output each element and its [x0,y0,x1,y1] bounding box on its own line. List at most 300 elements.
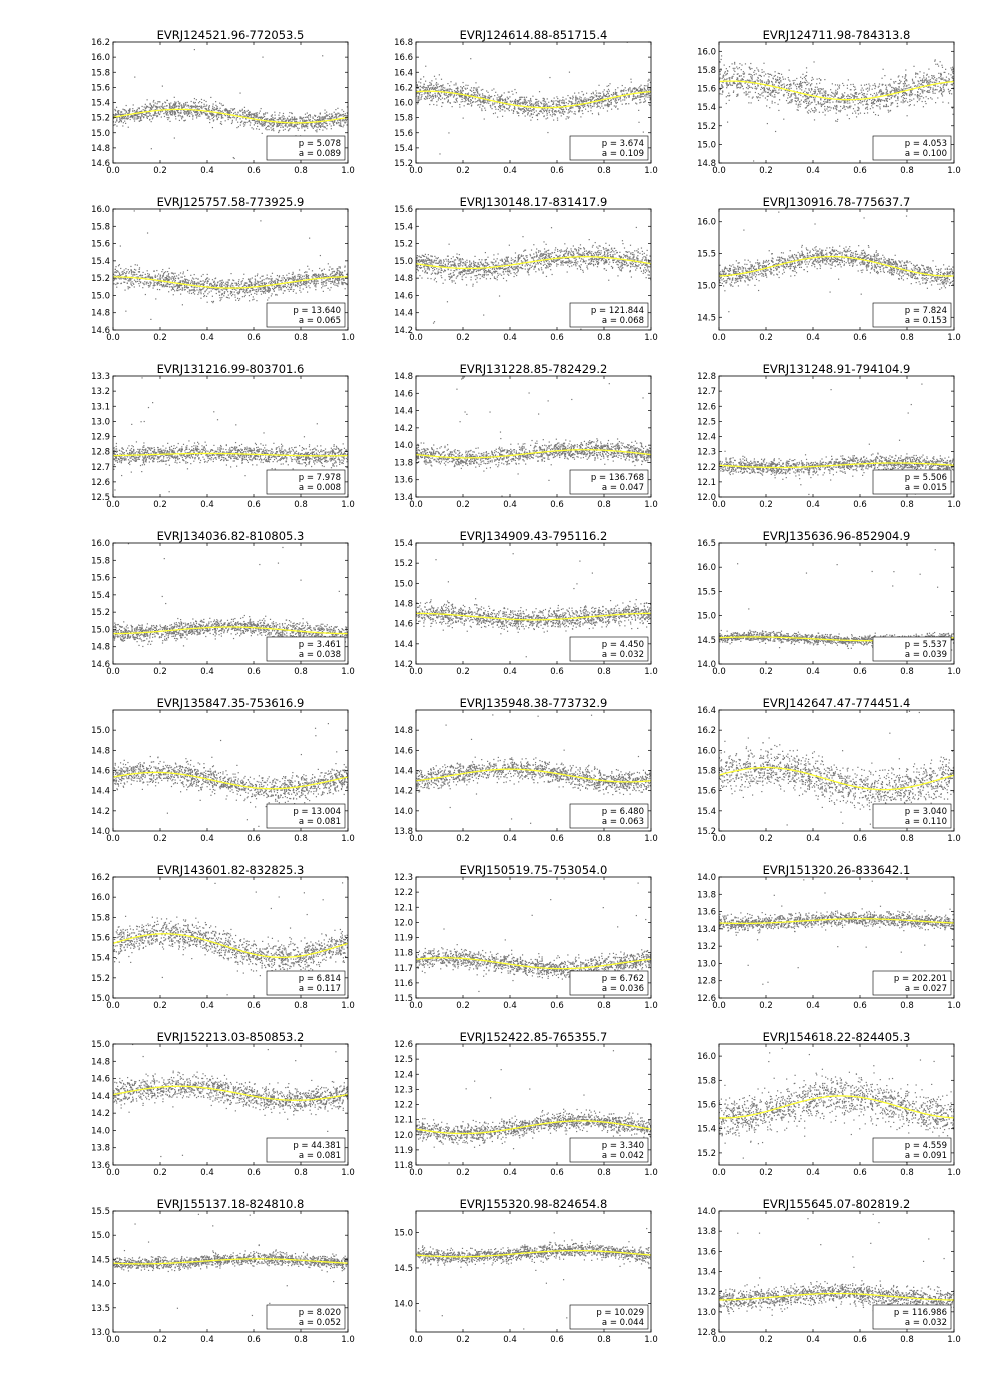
data-point [940,61,941,62]
data-point [488,103,489,104]
data-point [549,112,550,113]
data-point [219,103,220,104]
data-point [271,280,272,281]
data-point [905,76,906,77]
data-point [896,89,897,90]
data-point [278,287,279,288]
data-point [307,128,308,129]
data-point [329,289,330,290]
data-point [148,116,149,117]
data-point [565,98,566,99]
data-point [274,286,275,287]
data-point [750,69,751,70]
data-point [569,112,570,113]
data-point [187,111,188,112]
data-point [847,115,848,116]
data-point [607,103,608,104]
y-tick-label: 16.0 [394,99,413,109]
data-point [481,90,482,91]
data-point [254,113,255,114]
data-point [832,83,833,84]
data-point [827,100,828,101]
data-point [208,117,209,118]
data-point [479,107,480,108]
data-point [147,273,148,274]
data-point [855,112,856,113]
data-point [196,114,197,115]
data-point [627,93,628,94]
data-point [607,92,608,93]
data-point [763,92,764,93]
data-point [937,86,938,87]
data-point [932,91,933,92]
data-point [952,107,953,108]
data-point [897,97,898,98]
data-point [949,79,950,80]
data-point [152,118,153,119]
data-point [480,104,481,105]
data-point [153,285,154,286]
data-point [779,83,780,84]
data-point [598,114,599,115]
data-point [484,108,485,109]
data-point [418,100,419,101]
data-point [422,87,423,88]
data-point [925,101,926,102]
data-point [934,93,935,94]
data-point [459,106,460,107]
data-point [836,106,837,107]
x-tick-label: 0.8 [900,166,914,176]
data-point [515,99,516,100]
data-point [198,112,199,113]
data-point [643,96,644,97]
data-point [905,100,906,101]
data-point [796,104,797,105]
data-point [153,101,154,102]
data-point [479,95,480,96]
data-point [776,92,777,93]
data-point [935,82,936,83]
data-point [303,117,304,118]
data-point [886,92,887,93]
data-point [336,283,337,284]
data-point [292,126,293,127]
data-point [877,105,878,106]
data-point [921,83,922,84]
data-point [297,124,298,125]
data-point [752,75,753,76]
data-point [164,106,165,107]
data-point [479,100,480,101]
data-point [301,118,302,119]
data-point [552,112,553,113]
data-point [748,96,749,97]
data-point [323,123,324,124]
data-point [828,95,829,96]
data-point [911,100,912,101]
data-point [647,85,648,86]
data-point [179,103,180,104]
data-point [529,105,530,106]
data-point [750,91,751,92]
data-point [500,108,501,109]
data-point [817,87,818,88]
data-point [769,107,770,108]
data-point [177,286,178,287]
data-point [294,120,295,121]
light-curve-panel [394,28,658,176]
data-point [273,130,274,131]
data-point [508,108,509,109]
data-point [271,124,272,125]
data-point [169,107,170,108]
data-point [301,127,302,128]
data-point [638,110,639,111]
data-point [552,115,553,116]
data-point [448,132,449,133]
data-point [291,125,292,126]
data-point [470,99,471,100]
data-point [190,110,191,111]
data-point [310,119,311,120]
data-point [626,97,627,98]
data-point [442,89,443,90]
data-point [228,111,229,112]
data-point [345,113,346,114]
data-point [285,124,286,125]
data-point [764,82,765,83]
data-point [520,110,521,111]
data-point [477,92,478,93]
data-point [220,121,221,122]
data-point [153,104,154,105]
data-point [266,119,267,120]
data-point [159,106,160,107]
data-point [629,87,630,88]
data-point [886,105,887,106]
data-point [808,88,809,89]
data-point [806,80,807,81]
data-point [507,97,508,98]
data-point [892,102,893,103]
data-point [788,87,789,88]
data-point [486,90,487,91]
data-point [214,109,215,110]
data-point [779,77,780,78]
data-point [914,105,915,106]
data-point [929,92,930,93]
data-point [789,89,790,90]
data-point [543,100,544,101]
data-point [886,88,887,89]
data-point [645,96,646,97]
data-point [182,304,183,305]
data-point [800,106,801,107]
data-point [175,102,176,103]
data-point [625,87,626,88]
data-point [903,83,904,84]
data-point [337,122,338,123]
data-point [339,114,340,115]
data-point [294,124,295,125]
data-point [326,285,327,286]
data-point [297,127,298,128]
data-point [552,109,553,110]
data-point [590,103,591,104]
data-point [642,96,643,97]
data-point [818,88,819,89]
data-point [475,98,476,99]
data-point [796,88,797,89]
panel-title: EVRJ124711.98-784313.8 [763,28,911,42]
data-point [847,106,848,107]
data-point [884,100,885,101]
data-point [132,117,133,118]
data-point [585,99,586,100]
x-tick-label: 0.0 [409,166,423,176]
data-point [296,119,297,120]
data-point [205,279,206,280]
data-point [442,98,443,99]
data-point [883,106,884,107]
data-point [632,91,633,92]
data-point [456,95,457,96]
data-point [218,117,219,118]
data-point [723,77,724,78]
data-point [431,83,432,84]
data-point [478,87,479,88]
data-point [530,108,531,109]
data-point [591,93,592,94]
data-point [174,101,175,102]
data-point [322,126,323,127]
data-point [772,102,773,103]
data-point [221,111,222,112]
data-point [220,108,221,109]
data-point [473,92,474,93]
data-point [643,102,644,103]
data-point [169,121,170,122]
data-point [246,111,247,112]
data-point [283,119,284,120]
data-point [520,108,521,109]
data-point [210,97,211,98]
data-point [799,101,800,102]
data-point [329,123,330,124]
data-point [321,124,322,125]
data-point [877,100,878,101]
data-point [199,114,200,115]
data-point [801,89,802,90]
data-point [521,97,522,98]
data-point [765,97,766,98]
data-point [722,82,723,83]
data-point [338,122,339,123]
data-point [897,106,898,107]
data-point [464,101,465,102]
data-point [635,103,636,104]
data-point [472,98,473,99]
data-point [478,93,479,94]
data-point [919,99,920,100]
data-point [427,88,428,89]
data-point [874,103,875,104]
data-point [916,86,917,87]
data-point [932,77,933,78]
data-point [846,106,847,107]
data-point [133,274,134,275]
data-point [620,91,621,92]
data-point [138,118,139,119]
data-point [772,91,773,92]
data-point [155,102,156,103]
x-tick-label: 0.0 [106,166,120,176]
data-point [942,91,943,92]
data-point [727,85,728,86]
data-point [578,107,579,108]
data-point [338,116,339,117]
data-point [577,98,578,99]
data-point [760,89,761,90]
data-point [255,123,256,124]
data-point [796,98,797,99]
data-point [777,79,778,80]
data-point [778,104,779,105]
data-point [456,91,457,92]
data-point [529,115,530,116]
data-point [922,80,923,81]
data-point [582,100,583,101]
data-point [903,88,904,89]
data-point [462,82,463,83]
data-point [425,66,426,67]
data-point [146,281,147,282]
data-point [448,89,449,90]
data-point [344,267,345,268]
data-point [915,94,916,95]
data-point [440,99,441,100]
data-point [810,84,811,85]
data-point [546,110,547,111]
data-point [783,95,784,96]
data-point [121,114,122,115]
data-point [777,76,778,77]
data-point [943,87,944,88]
data-point [435,84,436,85]
data-point [145,274,146,275]
data-point [941,65,942,66]
data-point [535,105,536,106]
data-point [256,121,257,122]
data-point [881,91,882,92]
data-point [181,116,182,117]
data-point [556,105,557,106]
data-point [806,96,807,97]
data-point [334,122,335,123]
data-point [828,111,829,112]
data-point [296,293,297,294]
data-point [309,287,310,288]
data-point [291,112,292,113]
data-point [606,96,607,97]
data-point [255,280,256,281]
data-point [281,287,282,288]
data-point [147,270,148,271]
data-point [844,102,845,103]
data-point [908,84,909,85]
data-point [757,69,758,70]
data-point [821,93,822,94]
data-point [316,124,317,125]
data-point [493,88,494,89]
data-point [433,104,434,105]
data-point [214,116,215,117]
data-point [482,89,483,90]
data-point [874,83,875,84]
data-point [449,85,450,86]
data-point [874,99,875,100]
y-tick-label: 16.0 [697,47,716,57]
data-point [219,285,220,286]
data-point [502,104,503,105]
data-point [515,101,516,102]
data-point [783,119,784,120]
data-point [770,74,771,75]
data-point [768,92,769,93]
data-point [852,94,853,95]
data-point [729,66,730,67]
data-point [213,117,214,118]
data-point [547,117,548,118]
data-point [182,117,183,118]
data-point [446,93,447,94]
data-point [832,93,833,94]
data-point [483,100,484,101]
data-point [899,80,900,81]
data-point [303,288,304,289]
data-point [766,105,767,106]
data-point [837,84,838,85]
data-point [205,106,206,107]
data-point [916,73,917,74]
data-point [900,82,901,83]
data-point [562,97,563,98]
data-point [525,115,526,116]
data-point [257,283,258,284]
data-point [292,278,293,279]
data-point [632,98,633,99]
data-point [148,107,149,108]
data-point [168,117,169,118]
data-point [774,76,775,77]
data-point [283,113,284,114]
data-point [922,82,923,83]
data-point [910,104,911,105]
data-point [330,118,331,119]
data-point [839,87,840,88]
data-point [853,84,854,85]
data-point [906,94,907,95]
data-point [861,97,862,98]
data-point [264,116,265,117]
data-point [143,116,144,117]
data-point [923,75,924,76]
data-point [437,93,438,94]
data-point [584,101,585,102]
data-point [866,89,867,90]
data-point [583,101,584,102]
